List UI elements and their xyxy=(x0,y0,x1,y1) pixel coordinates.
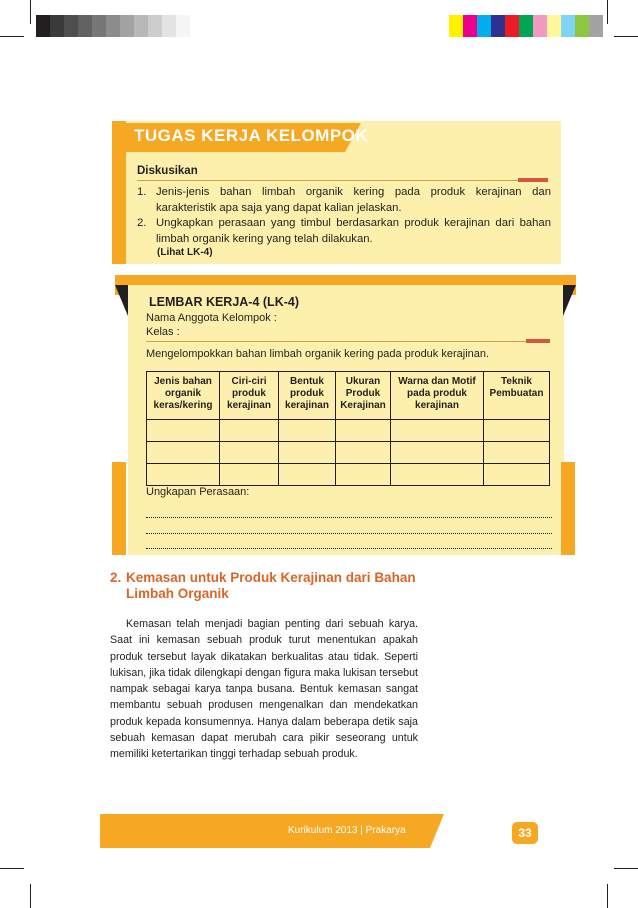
crop-mark xyxy=(30,0,31,24)
task-list xyxy=(137,185,551,247)
grayscale-color-bar xyxy=(36,15,190,37)
color-swatch xyxy=(589,15,603,37)
color-swatch xyxy=(491,15,505,37)
crop-mark xyxy=(0,36,24,37)
cmyk-color-bar xyxy=(449,15,603,37)
color-swatch xyxy=(106,15,120,37)
table-cell[interactable] xyxy=(220,464,279,486)
answer-line[interactable] xyxy=(146,517,552,519)
color-swatch xyxy=(134,15,148,37)
crop-mark xyxy=(614,36,638,37)
color-swatch xyxy=(547,15,561,37)
color-swatch xyxy=(449,15,463,37)
list-item-number: 1. xyxy=(137,186,147,198)
color-swatch xyxy=(92,15,106,37)
page-number: 33 xyxy=(512,822,538,844)
crop-mark xyxy=(607,884,608,908)
color-swatch xyxy=(575,15,589,37)
task-title: TUGAS KERJA KELOMPOK xyxy=(134,126,369,145)
table-cell[interactable] xyxy=(336,442,391,464)
table-cell[interactable] xyxy=(336,420,391,442)
section-paragraph xyxy=(110,616,418,763)
table-cell[interactable] xyxy=(147,464,220,486)
color-swatch xyxy=(162,15,176,37)
color-swatch xyxy=(176,15,190,37)
color-swatch xyxy=(148,15,162,37)
color-swatch xyxy=(64,15,78,37)
color-swatch xyxy=(561,15,575,37)
table-cell[interactable] xyxy=(391,464,484,486)
table-cell[interactable] xyxy=(279,464,336,486)
worksheet-instruction: Mengelompokkan bahan limbah organik kering pada produk kerajinan. xyxy=(146,348,490,360)
worksheet-table xyxy=(146,371,550,486)
table-cell[interactable] xyxy=(391,420,484,442)
table-cell[interactable] xyxy=(336,464,391,486)
table-row xyxy=(147,464,550,486)
divider-marker xyxy=(518,178,548,182)
column-header: Jenis bahan organik keras/kering xyxy=(147,372,220,420)
column-header: Ukuran Produk Kerajinan xyxy=(336,372,391,420)
table-cell[interactable] xyxy=(220,420,279,442)
worksheet-side-band xyxy=(112,462,126,555)
table-cell[interactable] xyxy=(220,442,279,464)
table-cell[interactable] xyxy=(279,442,336,464)
list-item xyxy=(137,216,551,247)
column-header: Teknik Pembuatan xyxy=(484,372,550,420)
crop-mark xyxy=(607,0,608,24)
worksheet-side-band xyxy=(561,462,575,555)
color-swatch xyxy=(533,15,547,37)
crop-mark xyxy=(30,884,31,908)
table-row xyxy=(147,442,550,464)
answer-line[interactable] xyxy=(146,548,552,550)
table-header-row xyxy=(147,372,550,420)
table-cell[interactable] xyxy=(391,442,484,464)
list-item xyxy=(137,185,551,216)
task-box-accent xyxy=(112,121,126,264)
table-row xyxy=(147,420,550,442)
crop-mark xyxy=(614,868,638,869)
divider-marker xyxy=(526,339,550,343)
color-swatch xyxy=(36,15,50,37)
divider xyxy=(146,341,546,342)
table-cell[interactable] xyxy=(147,442,220,464)
table-cell[interactable] xyxy=(484,442,550,464)
footer-band-tip xyxy=(430,814,444,848)
color-swatch xyxy=(519,15,533,37)
footer-text: Kurikulum 2013 | Prakarya xyxy=(288,825,406,836)
task-subtitle: Diskusikan xyxy=(137,165,198,177)
worksheet-title: LEMBAR KERJA-4 (LK-4) xyxy=(149,295,299,309)
color-swatch xyxy=(477,15,491,37)
table-cell[interactable] xyxy=(147,420,220,442)
worksheet-fold-right xyxy=(563,285,576,316)
column-header: Bentuk produk kerajinan xyxy=(279,372,336,420)
color-swatch xyxy=(505,15,519,37)
list-item-text: Ungkapkan perasaan yang timbul berdasarkan produk kerajinan dari bahan limbah organik kering yang telah dilakukan. xyxy=(156,217,551,245)
divider xyxy=(137,180,539,181)
crop-mark xyxy=(0,868,24,869)
group-members-field: Nama Anggota Kelompok : xyxy=(146,312,277,324)
color-swatch xyxy=(463,15,477,37)
column-header: Warna dan Motif pada produk kerajinan xyxy=(391,372,484,420)
section-title: Kemasan untuk Produk Kerajinan dari Bahan Limbah Organik xyxy=(126,570,416,601)
color-swatch xyxy=(78,15,92,37)
table-cell[interactable] xyxy=(484,420,550,442)
class-field: Kelas : xyxy=(146,326,180,338)
column-header: Ciri-ciri produk kerajinan xyxy=(220,372,279,420)
worksheet-fold-left xyxy=(115,285,128,316)
table-cell[interactable] xyxy=(484,464,550,486)
color-swatch xyxy=(120,15,134,37)
color-swatch xyxy=(50,15,64,37)
list-item-text: Jenis-jenis bahan limbah organik kering pada produk kerajinan dan karakteristik apa saja yang dapat kalian jelaskan. xyxy=(156,186,551,214)
paragraph-text: Kemasan telah menjadi bagian penting dari sebuah karya. Saat ini kemasan sebuah produk turut menentukan apakah produk tersebut layak dikatakan berkualitas atau tidak. Seperti lukisan, jika tidak dilengkapi dengan figura maka lukisan tersebut nampak sebagai karya tanpa busana. Bentuk kemasan sangat membantu sebuah produsen mengenalkan dan mendekatkan produk kepada konsumennya. Hanya dalam beberapa detik saja sebuah kemasan dapat merubah cara pikir seseorang untuk memiliki ketertarikan tinggi terhadap sebuah produk. xyxy=(110,618,418,761)
feelings-label: Ungkapan Perasaan: xyxy=(146,486,250,498)
answer-line[interactable] xyxy=(146,533,552,535)
section-number: 2. xyxy=(110,570,122,585)
table-cell[interactable] xyxy=(279,420,336,442)
list-item-number: 2. xyxy=(137,217,147,229)
worksheet-reference: (Lihat LK-4) xyxy=(157,247,213,258)
